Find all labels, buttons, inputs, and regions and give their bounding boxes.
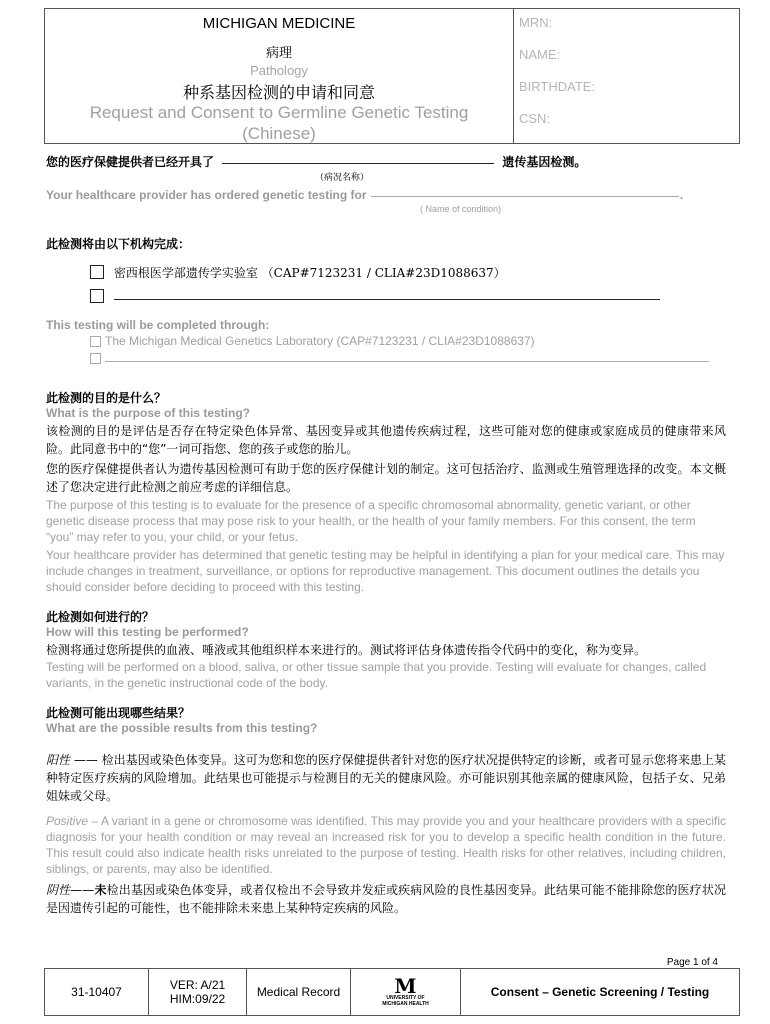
how-paragraph-en: Testing will be performed on a blood, saliva, or other tissue sample that you provide. Testing will evaluate for changes, called variants, in the genetic instructional code of the body. bbox=[46, 660, 707, 690]
condition-caption-en: ( Name of condition) bbox=[420, 204, 502, 214]
title-zh: 种系基因检测的申请和同意 bbox=[182, 83, 375, 102]
positive-label-zh: 阳性 —— bbox=[46, 753, 102, 767]
ordered-statement-zh: 您的医疗保健提供者已经开具了 遗传基因检测。 bbox=[46, 155, 587, 169]
lab-option-2-blank[interactable] bbox=[114, 298, 660, 300]
how-paragraph-zh: 检测将通过您所提供的血液、唾液或其他组织样本来进行的。测试将评估身体遗传指令代码中的变化，称为变异。 bbox=[46, 643, 647, 657]
patient-label-block bbox=[513, 9, 739, 143]
form-title: Consent – Genetic Screening / Testing bbox=[490, 985, 710, 999]
record-type-cell bbox=[247, 969, 351, 1015]
name-field: NAME: bbox=[519, 47, 561, 62]
him-label: HIM:09/22 bbox=[169, 992, 226, 1006]
birthdate-field: BIRTHDATE: bbox=[519, 79, 596, 94]
negative-paragraph-zh: 阴性——未检出基因或染色体变异，或者仅检出不会导致并发症或疾病风险的良性基因变异。此结果可能不能排除您的医疗状况是因遗传引起的可能性，也不能排除未来患上某种特定疾病的风险。 bbox=[46, 883, 726, 915]
positive-label-en: Positive bbox=[46, 814, 89, 828]
completed-heading-en: This testing will be completed through: bbox=[46, 318, 270, 332]
purpose-paragraph-2-zh: 您的医疗保健提供者认为遗传基因检测可有助于您的医疗保健计划的制定。这可包括治疗、监测或生殖管理选择的改变。本文概述了您决定进行此检测之前应考虑的详细信息。 bbox=[46, 462, 726, 494]
lab-option-1-checkbox[interactable] bbox=[90, 265, 104, 279]
purpose-heading-en: What is the purpose of this testing? bbox=[46, 406, 250, 420]
completed-heading-zh: 此检测将由以下机构完成： bbox=[46, 237, 191, 251]
lab-option-1-en: The Michigan Medical Genetics Laboratory (CAP#7123231 / CLIA#23D1088637) bbox=[90, 333, 535, 349]
form-footer bbox=[44, 968, 740, 1016]
condition-blank-en[interactable] bbox=[371, 195, 679, 197]
negative-label-zh: 阴性 bbox=[46, 883, 71, 897]
form-title-cell bbox=[461, 969, 739, 1015]
version-label: VER: A/21 bbox=[169, 978, 226, 992]
purpose-heading-zh: 此检测的目的是什么？ bbox=[46, 391, 167, 405]
block-m-logo: M bbox=[394, 974, 417, 998]
mrn-field: MRN: bbox=[519, 15, 553, 30]
how-heading-en: How will this testing be performed? bbox=[46, 625, 249, 639]
purpose-paragraph-2-en: Your healthcare provider has determined that genetic testing may be helpful in identifying a plan for your medical care. This may include changes in treatment, surveillance, or options for reproductive management. This document outlines the details you should consider before deciding to proceed with this testing. bbox=[46, 548, 725, 594]
title-en-line1: Request and Consent to Germline Genetic Testing bbox=[89, 103, 469, 122]
title-en-line2: (Chinese) bbox=[242, 124, 316, 143]
purpose-paragraph-1-en: The purpose of this testing is to evaluate for the presence of a specific chromosomal abnormality, genetic variant, or other genetic disease process that may pose risk to your health, or the health of your family members. For this consent, the term “you” may refer to you, your child, or your fetus. bbox=[46, 498, 696, 544]
lab-option-1-en-checkbox[interactable] bbox=[90, 336, 101, 347]
lab-option-2-en-checkbox[interactable] bbox=[90, 353, 101, 364]
dept-en: Pathology bbox=[250, 63, 308, 78]
dept-zh: 病理 bbox=[265, 46, 292, 61]
positive-paragraph-zh: 阳性 —— 检出基因或染色体变异。这可为您和您的医疗保健提供者针对您的医疗状况提供特定的诊断，或者可显示您将来患上某种特定医疗疾病的风险增加。此结果也可能提示与检测目的无关的健康风险。亦可能识别其他亲属的健康风险，包括子女、兄弟姐妹或父母。 bbox=[46, 753, 726, 803]
how-heading-zh: 此检测如何进行的？ bbox=[46, 610, 155, 624]
lab-option-1-zh: 密西根医学部遗传学实验室 （CAP#7123231 / CLIA#23D1088637） bbox=[90, 264, 506, 282]
results-heading-zh: 此检测可能出现哪些结果？ bbox=[46, 706, 191, 720]
org-name: MICHIGAN MEDICINE bbox=[202, 15, 356, 32]
version-cell bbox=[149, 969, 247, 1015]
form-number-cell bbox=[45, 969, 149, 1015]
csn-field: CSN: bbox=[519, 111, 551, 126]
form-number: 31-10407 bbox=[71, 985, 122, 999]
ordered-statement-en: Your healthcare provider has ordered genetic testing for . bbox=[46, 188, 684, 202]
lab-option-2-en-blank[interactable] bbox=[105, 360, 709, 362]
positive-paragraph-en: Positive – A variant in a gene or chromosome was identified. This may provide you and your healthcare providers with a specific diagnosis for your health condition or may reveal an increased risk for you to develop a specific health condition in the future. This result could also indicate health risks unrelated to the purpose of testing. Health risks for other relatives, including children, siblings, or parents, may also be identified. bbox=[46, 814, 726, 876]
form-header bbox=[44, 8, 740, 144]
lab-option-2-checkbox[interactable] bbox=[90, 289, 104, 303]
header-title-block bbox=[45, 9, 514, 143]
logo-cell bbox=[351, 969, 461, 1015]
condition-caption-zh: （病况名称） bbox=[315, 173, 370, 183]
page-number: Page 1 of 4 bbox=[666, 957, 718, 968]
purpose-paragraph-1-zh: 该检测的目的是评估是否存在特定染色体异常、基因变异或其他遗传疾病过程，这些可能对您的健康或家庭成员的健康带来风险。此同意书中的“您”一词可指您、您的孩子或您的胎儿。 bbox=[46, 424, 726, 456]
condition-blank-zh[interactable] bbox=[222, 162, 494, 164]
results-heading-en: What are the possible results from this testing? bbox=[46, 721, 318, 735]
university-logo: M UNIVERSITY OF MICHIGAN HEALTH bbox=[382, 974, 429, 1007]
record-type: Medical Record bbox=[256, 985, 341, 999]
lab-option-2-en bbox=[90, 350, 709, 366]
lab-option-2-zh bbox=[90, 288, 660, 306]
